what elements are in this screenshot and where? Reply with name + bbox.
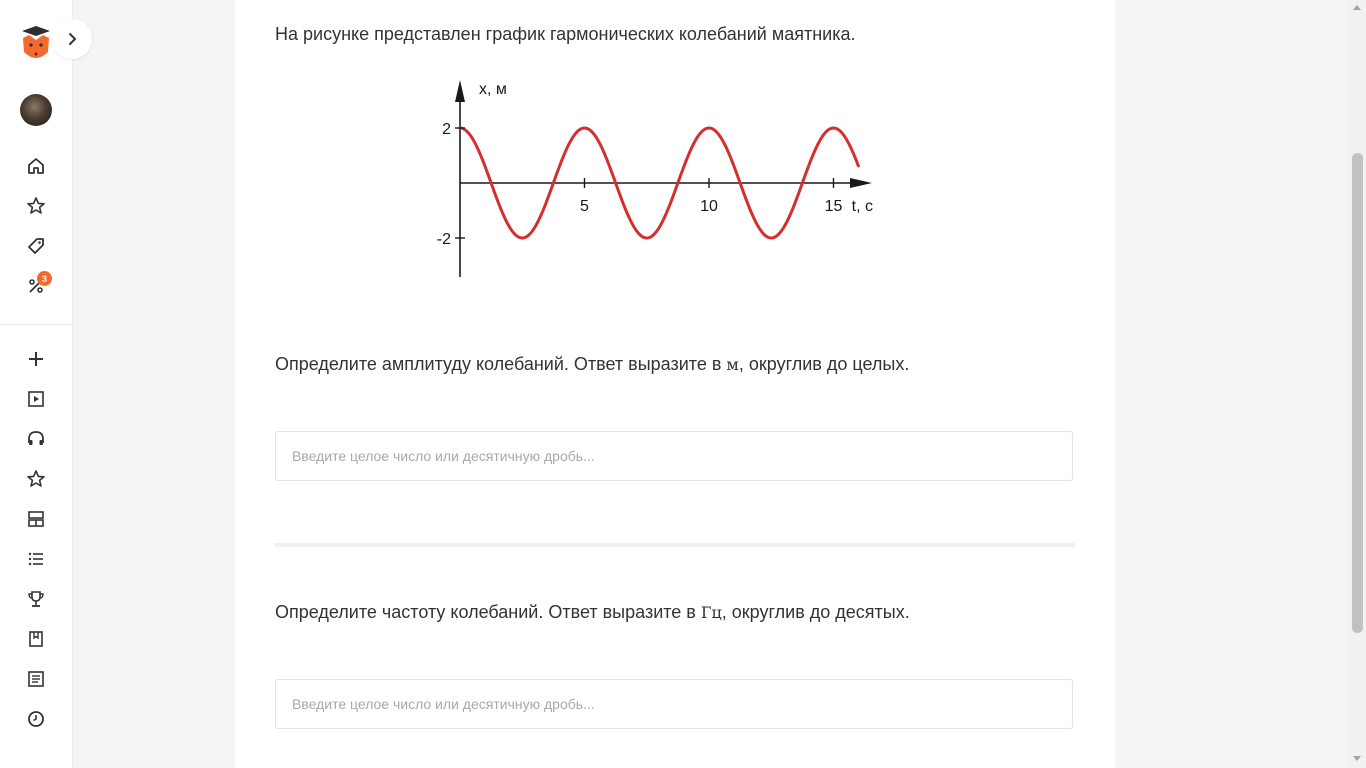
star-icon[interactable] bbox=[24, 467, 48, 491]
sidebar bbox=[0, 0, 73, 768]
scrollbar-thumb[interactable] bbox=[1352, 153, 1363, 633]
trophy-icon[interactable] bbox=[24, 587, 48, 611]
x-tick-label: 10 bbox=[700, 198, 718, 215]
task-card bbox=[235, 0, 1115, 768]
headphones-icon[interactable] bbox=[24, 427, 48, 451]
x-tick-label: 5 bbox=[580, 198, 589, 215]
x-tick-label: 15 bbox=[824, 198, 843, 215]
x-axis-label: t, с bbox=[851, 198, 873, 215]
star-icon[interactable] bbox=[24, 194, 48, 218]
y-axis-label: x, м bbox=[479, 81, 507, 98]
unit-hertz: Гц bbox=[700, 603, 722, 622]
tag-icon[interactable] bbox=[24, 234, 48, 258]
amplitude-answer-input[interactable] bbox=[275, 431, 1073, 481]
y-tick-label: 2 bbox=[442, 121, 451, 138]
clock-icon[interactable] bbox=[24, 707, 48, 731]
avatar[interactable] bbox=[20, 94, 52, 126]
plus-icon[interactable] bbox=[24, 347, 48, 371]
sidebar-expand-button[interactable] bbox=[52, 19, 92, 59]
layers-icon[interactable] bbox=[24, 507, 48, 531]
question-frequency bbox=[275, 602, 910, 623]
question-frequency-suffix: , округлив до десятых. bbox=[721, 602, 910, 622]
scroll-up-arrow[interactable] bbox=[1353, 5, 1361, 10]
question-frequency-text: Определите частоту колебаний. Ответ выразите в bbox=[275, 602, 701, 622]
logo-icon[interactable] bbox=[20, 26, 52, 62]
task-intro: На рисунке представлен график гармонических колебаний маятника. bbox=[275, 24, 856, 44]
y-tick-label: -2 bbox=[436, 231, 451, 248]
x-axis-arrow bbox=[850, 178, 872, 188]
page-scrollbar[interactable] bbox=[1349, 0, 1366, 768]
document-icon[interactable] bbox=[24, 667, 48, 691]
play-icon[interactable] bbox=[24, 387, 48, 411]
question-amplitude bbox=[275, 354, 909, 375]
notifications-badge: 3 bbox=[37, 271, 52, 286]
home-icon[interactable] bbox=[24, 154, 48, 178]
book-icon[interactable] bbox=[24, 627, 48, 651]
list-icon[interactable] bbox=[24, 547, 48, 571]
unit-meters: м bbox=[726, 355, 739, 374]
question-amplitude-suffix: , округлив до целых. bbox=[738, 354, 910, 374]
chevron-right-icon bbox=[65, 32, 79, 46]
section-divider bbox=[275, 543, 1075, 547]
question-amplitude-text: Определите амплитуду колебаний. Ответ выразите в bbox=[275, 354, 727, 374]
y-axis-arrow bbox=[455, 80, 465, 102]
frequency-answer-input[interactable] bbox=[275, 679, 1073, 729]
sidebar-divider bbox=[0, 324, 72, 325]
oscillation-chart bbox=[425, 72, 905, 284]
scroll-down-arrow[interactable] bbox=[1353, 756, 1361, 761]
